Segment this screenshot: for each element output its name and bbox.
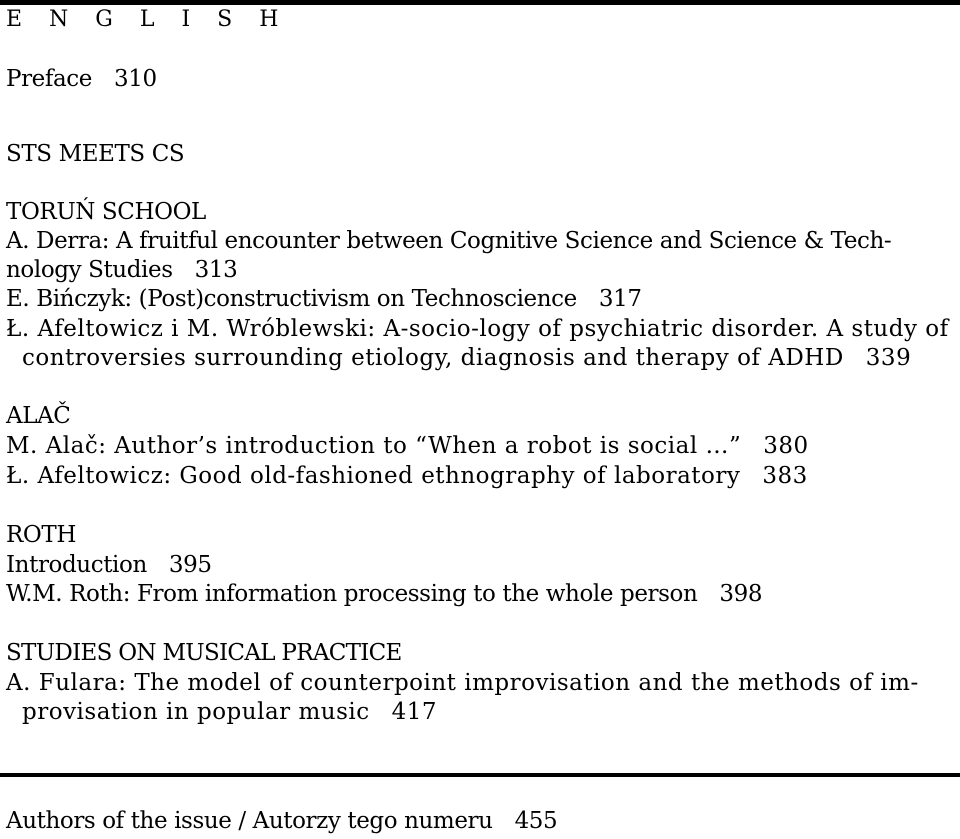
entry-page: 395 [168,552,212,578]
toc-entry-line [6,579,762,609]
toc-entry-line [6,461,808,491]
group-heading: STUDIES ON MUSICAL PRACTICE [6,640,402,666]
group-heading: TORUŃ SCHOOL [6,199,206,225]
entry-title: M. Alač: Author’s introduction to “When a robot is social …” [6,433,742,459]
toc-entry-line [6,550,212,580]
entry-title: E. Bińczyk: (Post)constructivism on Technoscience [6,286,577,312]
toc-entry-line [22,697,437,727]
entry-title: Authors of the issue / Autorzy tego numeru [6,808,493,834]
toc-entry-line [22,343,911,373]
toc-entry-line [6,255,237,285]
entry-title: nology Studies [6,257,173,283]
toc-entry-line: A. Derra: A fruitful encounter between Cognitive Science and Science & Tech- [6,228,892,254]
entry-page: 313 [194,257,238,283]
entry-title: W.M. Roth: From information processing to the whole person [6,581,698,607]
entry-title: controversies surrounding etiology, diagnosis and therapy of ADHD [22,345,844,371]
entry-page: 380 [763,433,809,459]
entry-title: Preface [6,66,92,92]
entry-page: 455 [514,808,558,834]
bottom-rule [0,773,960,777]
entry-page: 383 [762,463,808,489]
entry-page: 317 [598,286,642,312]
entry-title: Introduction [6,552,147,578]
toc-entry-line [6,284,642,314]
toc-entry-authors [6,806,557,836]
toc-entry-preface [6,64,157,94]
language-heading: E N G L I S H [6,7,289,32]
entry-page: 417 [391,699,438,725]
toc-entry-line: Ł. Afeltowicz i M. Wróblewski: A-socio-logy of psychiatric disorder. A study of [6,316,949,342]
section-heading: STS MEETS CS [6,141,185,167]
toc-entry-line: A. Fulara: The model of counterpoint improvisation and the methods of im- [6,670,919,696]
entry-page: 310 [114,66,157,92]
group-heading: ROTH [6,522,76,548]
toc-entry-line [6,431,809,461]
group-heading: ALAČ [6,403,71,429]
entry-page: 339 [865,345,912,371]
entry-page: 398 [719,581,763,607]
entry-title: Ł. Afeltowicz: Good old-fashioned ethnography of laboratory [6,463,741,489]
entry-title: provisation in popular music [22,699,370,725]
